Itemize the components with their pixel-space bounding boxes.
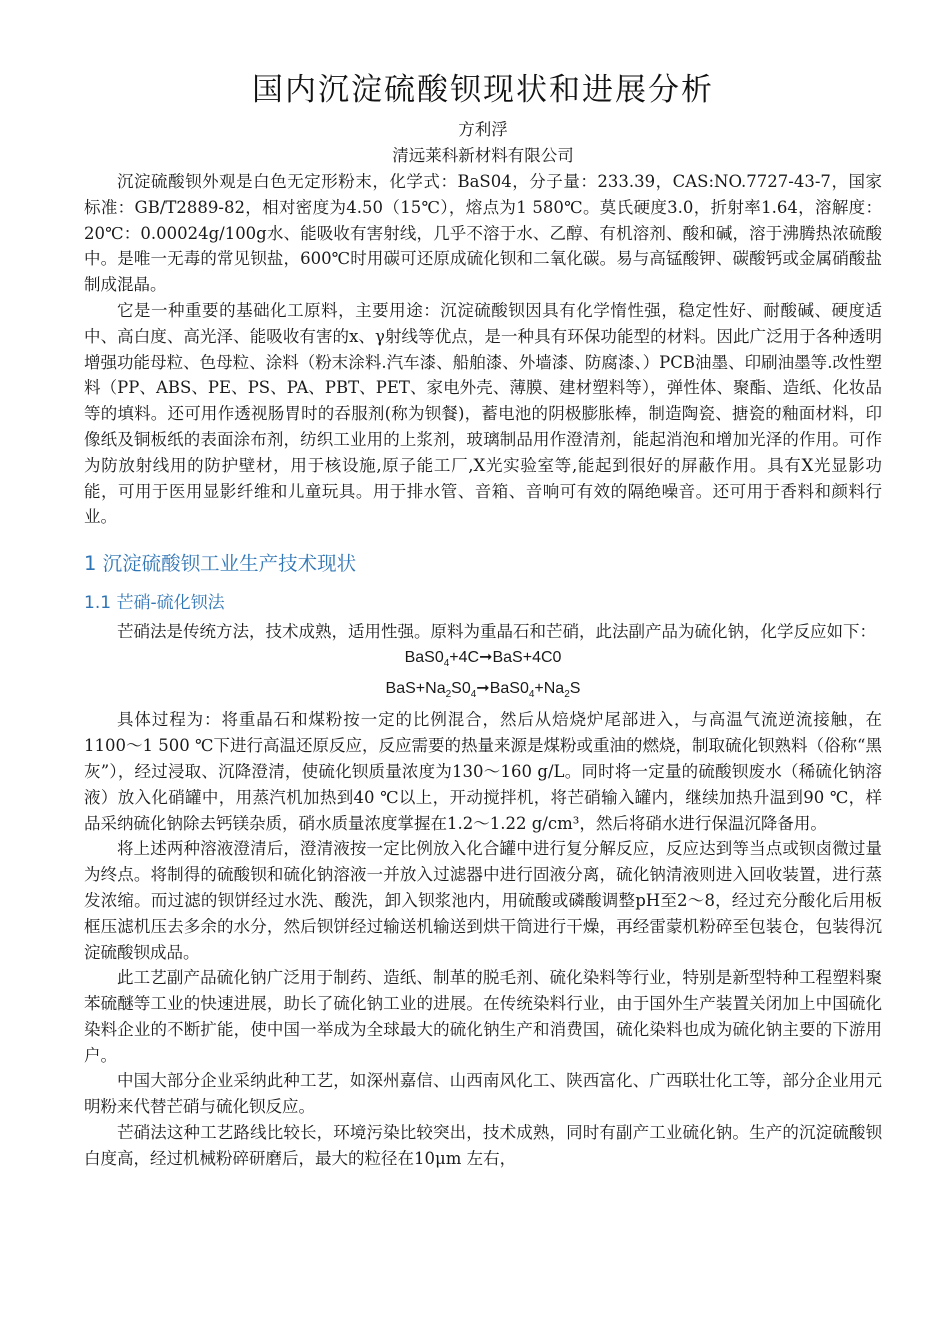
subsection-heading: 1.1 芒硝-硫化钡法	[84, 593, 225, 614]
intro-paragraph-1: 沉淀硫酸钡外观是白色无定形粉末，化学式：BaS04，分子量：233.39，CAS:NO.7727-43-7，国家标准：GB/T2889-82，相对密度为4.50（15℃），熔点为1 580℃。莫氏硬度3.0，折射率1.64，溶解度：20℃：0.00024g/100g水、能吸收有害射线，几乎不溶于水、乙醇、有机溶剂、酸和碱，溶于沸腾热浓硫酸中。是唯一无毒的常见钡盐，600℃时用碳可还原成硫化钡和二氧化碳。易与高锰酸钾、碳酸钙或金属硝酸盐制成混晶。	[84, 172, 882, 295]
author-name: 方利浮	[458, 120, 508, 139]
process-paragraph-5: 芒硝法这种工艺路线比较长，环境污染比较突出，技术成熟，同时有副产工业硫化钠。生产的沉淀硫酸钡白度高，经过机械粉碎研磨后，最大的粒径在10μm 左右，	[84, 1123, 882, 1168]
process-paragraph-3: 此工艺副产品硫化钠广泛用于制药、造纸、制革的脱毛剂、硫化染料等行业，特别是新型特种工程塑料聚苯硫醚等工业的快速进展，助长了硫化钠工业的进展。在传统染料行业，由于国外生产装置关闭加上中国硫化染料企业的不断扩能，使中国一举成为全球最大的硫化钠生产和消费国，硫化染料也成为硫化钠主要的下游用户。	[84, 968, 882, 1065]
equation-2: $BaS+Na_2S0_4➞BaS0_4+Na_2S$	[385, 680, 581, 701]
intro-paragraph-2: 它是一种重要的基础化工原料，主要用途：沉淀硫酸钡因具有化学惰性强，稳定性好、耐酸碱、硬度适中、高白度、高光泽、能吸收有害的x、γ射线等优点，是一种具有环保功能型的材料。因此广泛用于各种透明增强功能母粒、色母粒、涂料（粉末涂料.汽车漆、船舶漆、外墙漆、防腐漆、）PCB油墨、印刷油墨等.改性塑料（PP、ABS、PE、PS、PA、PBT、PET、家电外壳、薄膜、建材塑料等），弹性体、聚酯、造纸、化妆品等的填料。还可用作透视肠胃时的吞服剂(称为钡餐)，蓄电池的阴极膨胀棒，制造陶瓷、搪瓷的釉面材料，印像纸及铜板纸的表面涂布剂，纺织工业用的上浆剂，玻璃制品用作澄清剂，能起消泡和增加光泽的作用。可作为防放射线用的防护壁材，用于核设施,原子能工厂,X光实验室等,能起到很好的屏蔽作用。具有X光显影功能，可用于医用显影纤维和儿童玩具。用于排水管、音箱、音响可有效的隔绝噪音。还可用于香料和颜料行业。	[84, 300, 882, 527]
process-paragraph-2: 将上述两种溶液澄清后，澄清液按一定比例放入化合罐中进行复分解反应，反应达到等当点或钡卤微过量为终点。将制得的硫酸钡和硫化钠溶液一并放入过滤器中进行固液分离，硫化钠清液则进入回收装置，进行蒸发浓缩。而过滤的钡饼经过水洗、酸洗，卸入钡浆池内，用硫酸或磷酸调整pH至2～8，经过充分酸化后用板框压滤机压去多余的水分，然后钡饼经过输送机输送到烘干筒进行干燥，再经雷蒙机粉碎至包装仓，包装得沉淀硫酸钡成品。	[84, 839, 882, 962]
process-paragraph-4: 中国大部分企业采纳此种工艺，如深州嘉信、山西南风化工、陕西富化、广西联壮化工等，部分企业用元明粉来代替芒硝与硫化钡反应。	[84, 1071, 882, 1117]
document-title: 国内沉淀硫酸钡现状和进展分析	[252, 72, 714, 108]
paragraph-before-equations: 芒硝法是传统方法，技术成熟，适用性强。原料为重晶石和芒硝，此法副产品为硫化钠，化学反应如下：	[117, 622, 876, 642]
document-body	[84, 169, 882, 1172]
process-paragraph-1: 具体过程为：将重晶石和煤粉按一定的比例混合，然后从焙烧炉尾部进入，与高温气流逆流接触，在1100～1 500 ℃下进行高温还原反应，反应需要的热量来源是煤粉或重油的燃烧，制取硫化钡熟料（俗称“黑灰”），经过浸取、沉降澄清，使硫化钡质量浓度为130～160 g/L。同时将一定量的硫酸钡废水（稀硫化钠溶液）放入化硝罐中，用蒸汽机加热到40 ℃以上，开动搅拌机，将芒硝输入罐内，继续加热升温到90 ℃，样品采纳硫化钠除去钙镁杂质，硝水质量浓度掌握在1.2～1.22 g/cm³，然后将硝水进行保温沉降备用。	[84, 710, 882, 833]
organization-name: 清远莱科新材料有限公司	[392, 146, 574, 165]
equation-1: $BaS0_4+4C➞BaS+4C0$	[404, 648, 562, 670]
section-heading: 1 沉淀硫酸钡工业生产技术现状	[84, 552, 357, 576]
